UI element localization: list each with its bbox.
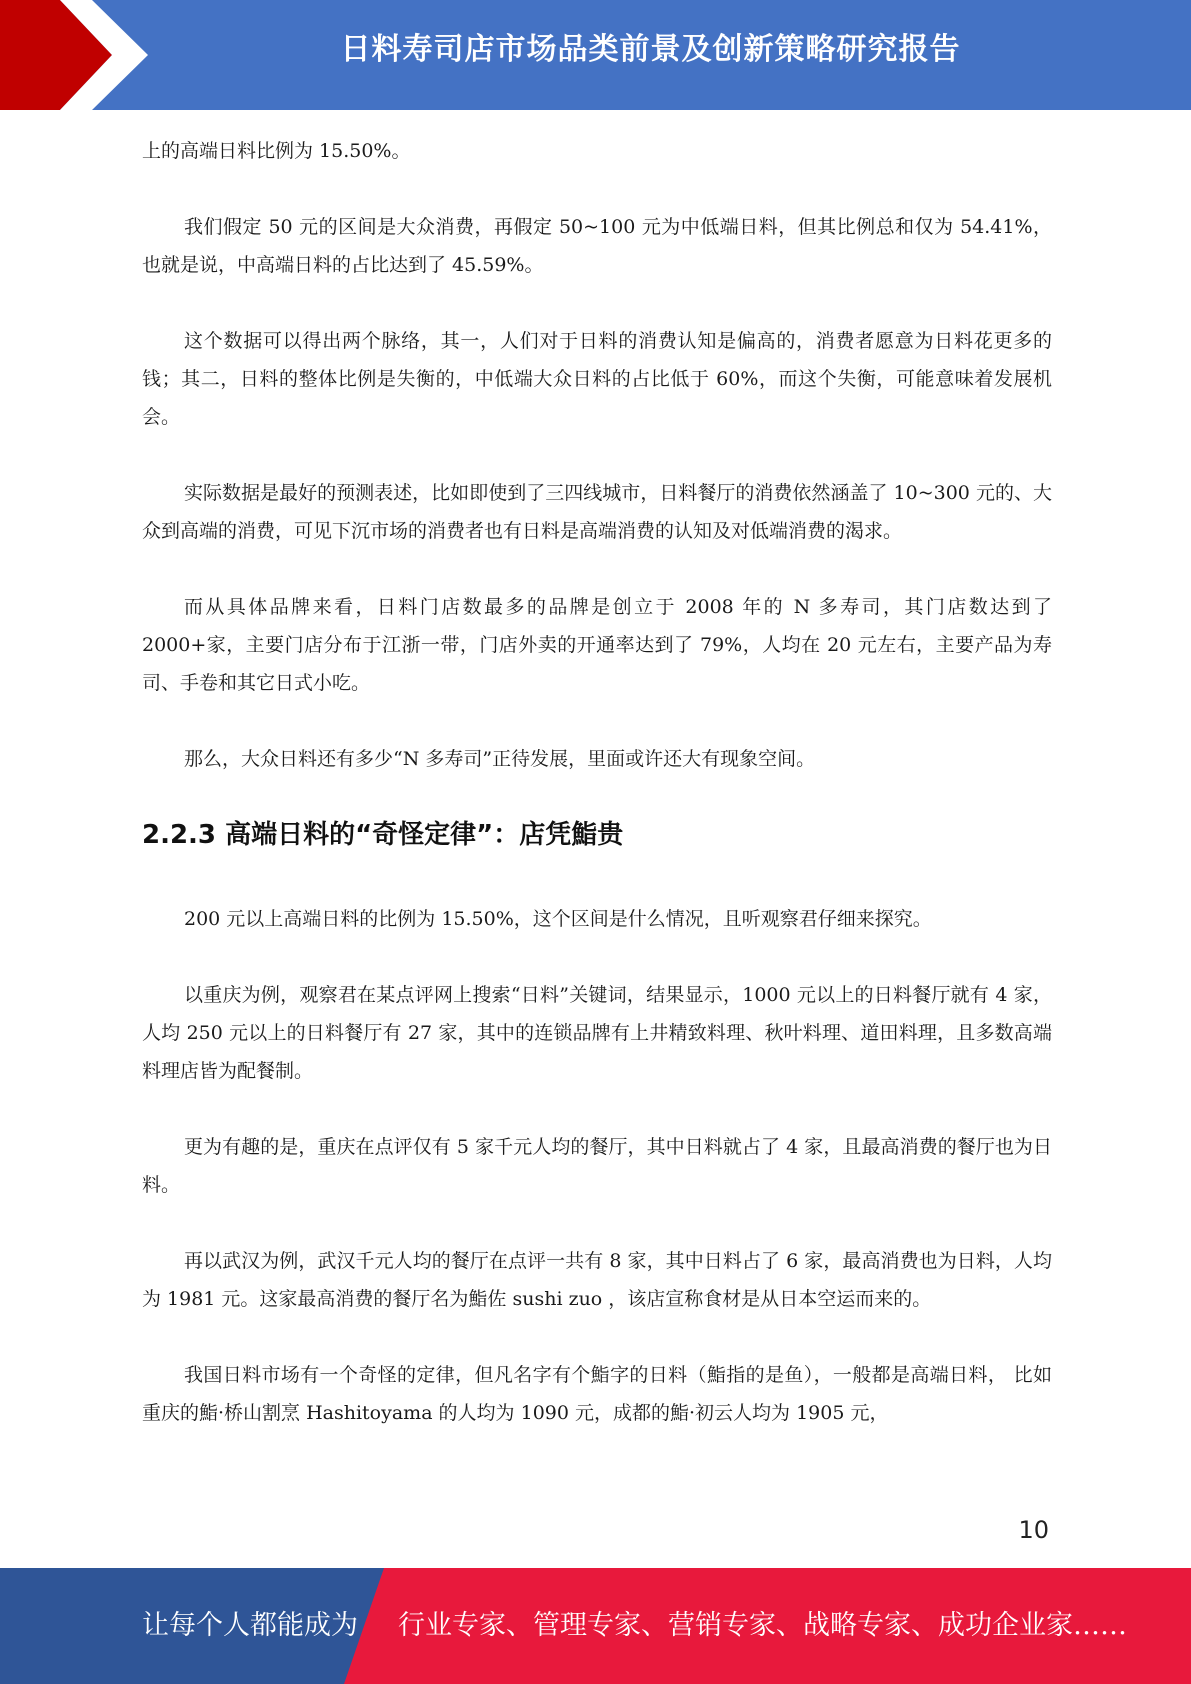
footer-slogan-left: 让每个人都能成为 <box>142 1610 358 1641</box>
paragraph: 以重庆为例，观察君在某点评网上搜索“日料”关键词，结果显示，1000 元以上的日料餐厅就有 4 家，人均 250 元以上的日料餐厅有 27 家，其中的连锁品牌有上井精致料理、秋叶料理、道田料理，且多数高端料理店皆为配餐制。 <box>142 984 1052 1082</box>
report-title: 日料寿司店市场品类前景及创新策略研究报告 <box>340 32 961 67</box>
paragraph: 而从具体品牌来看，日料门店数最多的品牌是创立于 2008 年的 N 多寿司，其门店数达到了 2000+家，主要门店分布于江浙一带，门店外卖的开通率达到了 79%，人均在 20 元左右，主要产品为寿司、手卷和其它日式小吃。 <box>142 596 1052 694</box>
header-bar <box>0 0 1191 110</box>
section-heading: 2.2.3 高端日料的“奇怪定律”：店凭鮨贵 <box>142 820 624 850</box>
paragraph: 实际数据是最好的预测表述，比如即使到了三四线城市，日料餐厅的消费依然涵盖了 10~300 元的、大众到高端的消费，可见下沉市场的消费者也有日料是高端消费的认知及对低端消费的渴求。 <box>142 482 1052 542</box>
paragraph: 这个数据可以得出两个脉络，其一，人们对于日料的消费认知是偏高的，消费者愿意为日料花更多的钱；其二，日料的整体比例是失衡的，中低端大众日料的占比低于 60%，而这个失衡，可能意味着发展机会。 <box>142 330 1052 428</box>
paragraph: 200 元以上高端日料的比例为 15.50%，这个区间是什么情况，且听观察君仔细来探究。 <box>184 908 932 930</box>
header-arrow-icon <box>0 0 150 110</box>
paragraph: 我国日料市场有一个奇怪的定律，但凡名字有个鮨字的日料（鮨指的是鱼），一般都是高端日料， 比如重庆的鮨·桥山割烹 Hashitoyama 的人均为 1090 元，成都的鮨·初云人均为 1905 元， <box>142 1364 1052 1424</box>
footer-slogan-right: 行业专家、管理专家、营销专家、战略专家、成功企业家…… <box>398 1610 1127 1641</box>
page-number: 10 <box>1018 1516 1049 1544</box>
paragraph: 我们假定 50 元的区间是大众消费，再假定 50~100 元为中低端日料，但其比例总和仅为 54.41%，也就是说，中高端日料的占比达到了 45.59%。 <box>142 216 1052 276</box>
paragraph: 再以武汉为例，武汉千元人均的餐厅在点评一共有 8 家，其中日料占了 6 家，最高消费也为日料，人均为 1981 元。这家最高消费的餐厅名为鮨佐 sushi zuo ，该店宣称食材是从日本空运而来的。 <box>142 1250 1052 1310</box>
paragraph: 那么，大众日料还有多少“N 多寿司”正待发展，里面或许还大有现象空间。 <box>184 748 816 770</box>
document-body <box>142 132 1052 1470</box>
paragraph: 上的高端日料比例为 15.50%。 <box>142 140 411 162</box>
paragraph: 更为有趣的是，重庆在点评仅有 5 家千元人均的餐厅，其中日料就占了 4 家，且最高消费的餐厅也为日料。 <box>142 1136 1052 1196</box>
footer-bar <box>0 1568 1191 1684</box>
